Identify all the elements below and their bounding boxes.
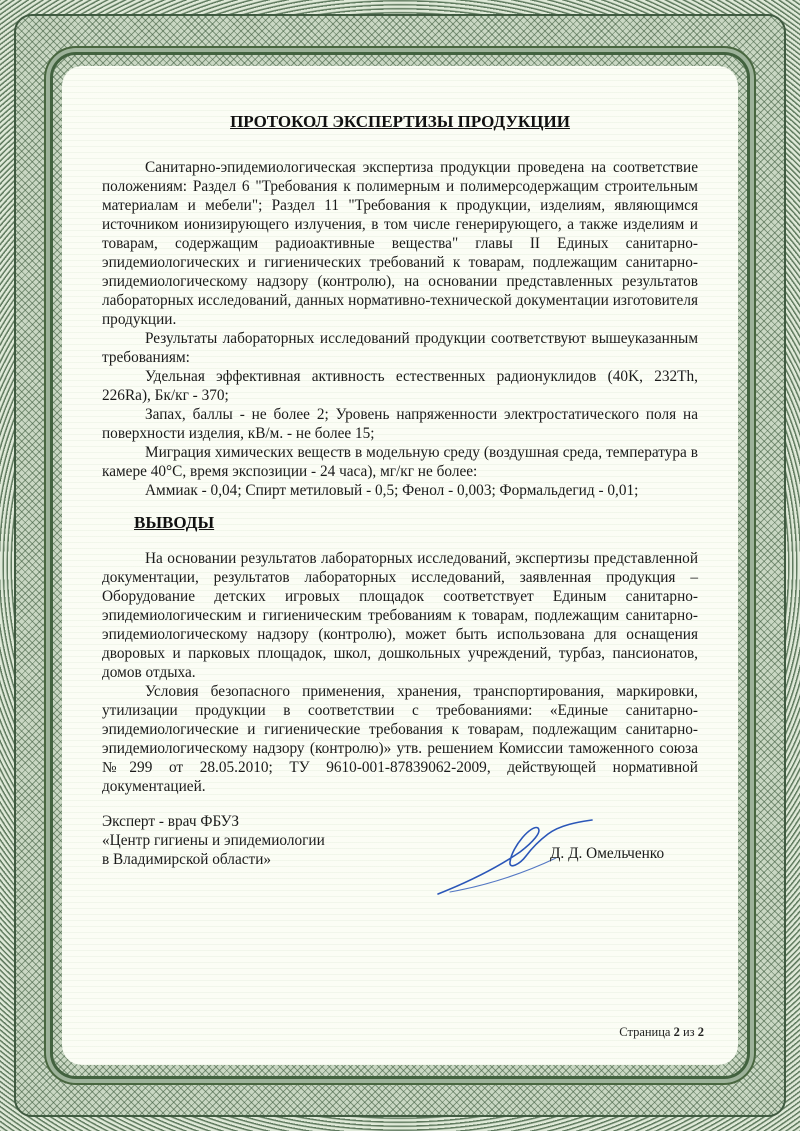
results-item: Миграция химических веществ в модельную среду (воздушная среда, температура в камере 40°С, время экспозиции - 24 часа), мг/кг не более:: [102, 444, 698, 480]
results-item: Запах, баллы - не более 2; Уровень напряженности электростатического поля на поверхности изделия, кВ/м. - не более 15;: [102, 406, 698, 442]
page-total: 2: [697, 1025, 704, 1039]
expert-line: Эксперт - врач ФБУЗ: [102, 813, 239, 830]
expert-block: [102, 812, 325, 869]
conclusions-heading: ВЫВОДЫ: [134, 513, 215, 532]
document-title: ПРОТОКОЛ ЭКСПЕРТИЗЫ ПРОДУКЦИИ: [230, 112, 570, 131]
page-number: [619, 1025, 704, 1040]
signer-name: Д. Д. Омельченко: [550, 845, 665, 862]
results-item: Удельная эффективная активность естественных радионуклидов (40K, 232Th, 226Ra), Бк/кг - 370;: [102, 368, 698, 404]
results-item: Аммиак - 0,04; Спирт метиловый - 0,5; Фенол - 0,003; Формальдегид - 0,01;: [145, 482, 639, 499]
conclusions-paragraph: На основании результатов лабораторных исследований, экспертизы представленной документации, результатов лабораторных исследований, заявленная продукция – Оборудование детских игровых площадок соответствует Единым санитарно-эпидемиологическим и гигиеническим требованиям к товарам, подлежащим санитарно-эпидемиологическому надзору (контролю), может быть использована для оснащения дворовых и парковых площадок, школ, дошкольных учреждений, турбаз, пансионатов, домов отдыха.: [102, 550, 698, 681]
conclusions-section: [102, 549, 698, 796]
page-prefix: Страница: [619, 1025, 671, 1039]
intro-section: [102, 158, 698, 500]
expert-line: «Центр гигиены и эпидемиологии: [102, 832, 325, 849]
conclusions-paragraph: Условия безопасного применения, хранения, транспортирования, маркировки, утилизации продукции в соответствии с требованиями: «Единые санитарно-эпидемиологические и гигиенические требования к товарам, подлежащим санитарно-эпидемиологическому надзору (контролю)» утв. решением Комиссии таможенного союза №299 от 28.05.2010; ТУ 9610-001-87839062-2009, действующей нормативной документацией.: [102, 683, 698, 795]
page-current: 2: [673, 1025, 680, 1039]
page-separator: из: [682, 1025, 695, 1039]
intro-paragraph: Санитарно-эпидемиологическая экспертиза продукции проведена на соответствие положениям: Раздел 6 "Требования к полимерным и полимерсодержащим строительным материалам и мебели"; Раздел 11 "Требования к продукции, изделиям, являющимся источником ионизирующего излучения, в том числе генерирующего, а также изделиям и товарам, содержащим радиоактивные вещества" главы II Единых санитарно-эпидемиологических и гигиенических требований к товарам, подлежащим санитарно-эпидемиологическому надзору (контролю), на основании представленных результатов лабораторных исследований, данных нормативно-технической документации изготовителя продукции.: [102, 159, 698, 328]
expert-line: в Владимирской области»: [102, 851, 272, 868]
results-paragraph: Результаты лабораторных исследований продукции соответствуют вышеуказанным требованиям:: [102, 330, 698, 366]
